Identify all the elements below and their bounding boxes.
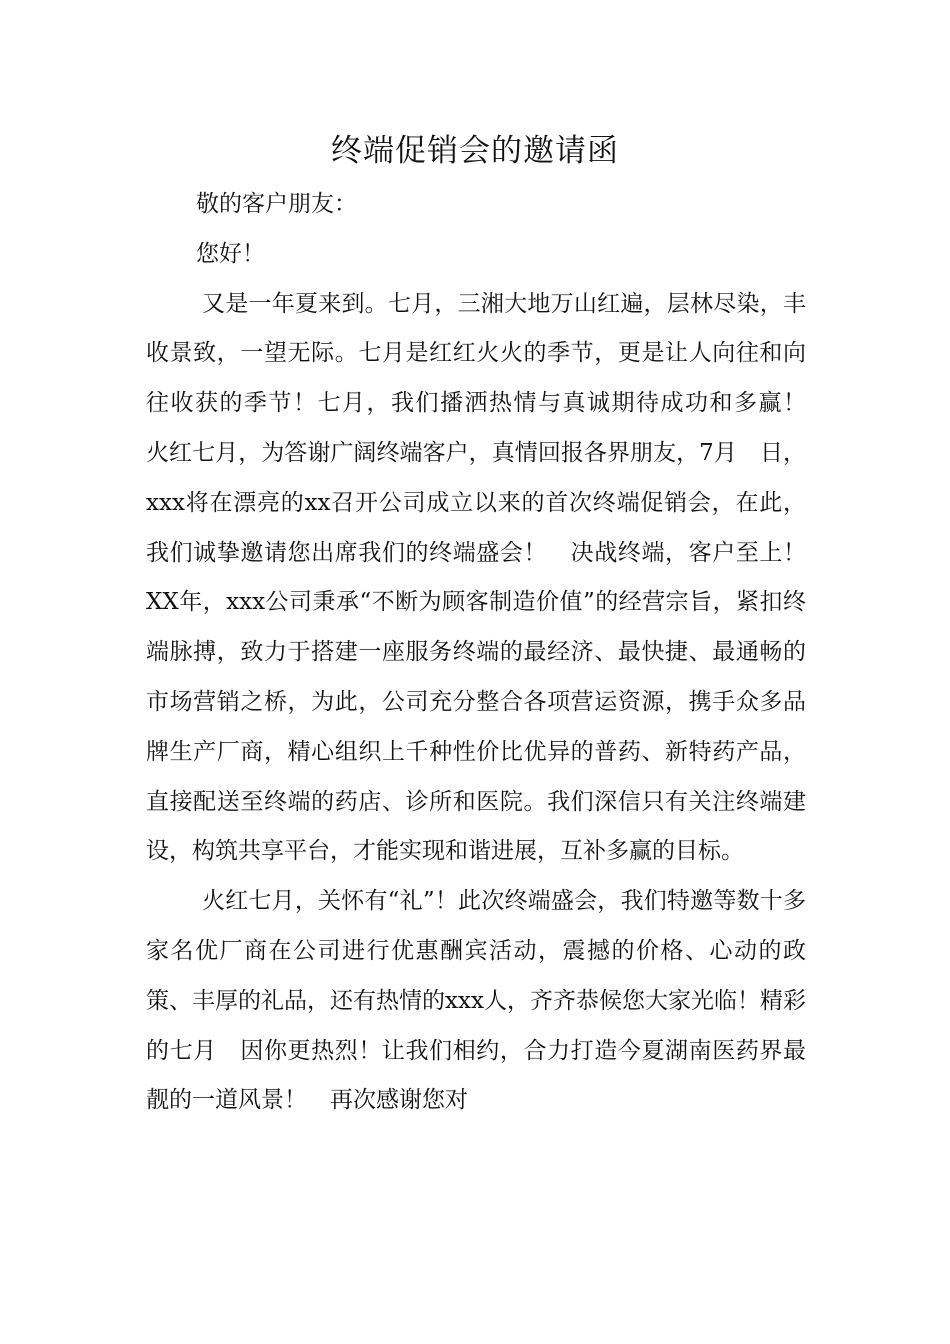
document-body bbox=[146, 180, 829, 1126]
document-title: 终端促销会的邀请函 bbox=[331, 133, 619, 169]
body-paragraph: 火红七月，关怀有“礼”！此次终端盛会，我们特邀等数十多家名优厂商在公司进行优惠酬宾活动，震撼的价格、心动的政策、丰厚的礼品，还有热情的xxx人，齐齐恭候您大家光临！精彩的七月 因你更热烈！让我们相约，合力打造今夏湖南医药界最靓的一道风景！ 再次感谢您对 bbox=[146, 888, 806, 1114]
salutation: 敬的客户朋友： bbox=[196, 191, 357, 217]
greeting: 您好！ bbox=[196, 240, 265, 267]
body-paragraph: 又是一年夏来到。七月，三湘大地万山红遍，层林尽染，丰收景致，一望无际。七月是红红火火的季节，更是让人向往和向往收获的季节！七月，我们播洒热情与真诚期待成功和多赢！ 火红七月，为答谢广阔终端客户，真情回报各界朋友，7月 日，xxx将在漂亮的xx召开公司成立以来的首次终端促销会，在此，我们诚挚邀请您出席我们的终端盛会！ 决战终端，客户至上！XX年，xxx公司秉承“不断为顾客制造价值”的经营宗旨，紧扣终端脉搏，致力于搭建一座服务终端的最经济、最快捷、最通畅的市场营销之桥，为此，公司充分整合各项营运资源，携手众多品牌生产厂商，精心组织上千种性价比优异的普药、新特药产品，直接配送至终端的药店、诊所和医院。我们深信只有关注终端建设，构筑共享平台，才能实现和谐进展，互补多赢的目标。 bbox=[146, 290, 829, 865]
